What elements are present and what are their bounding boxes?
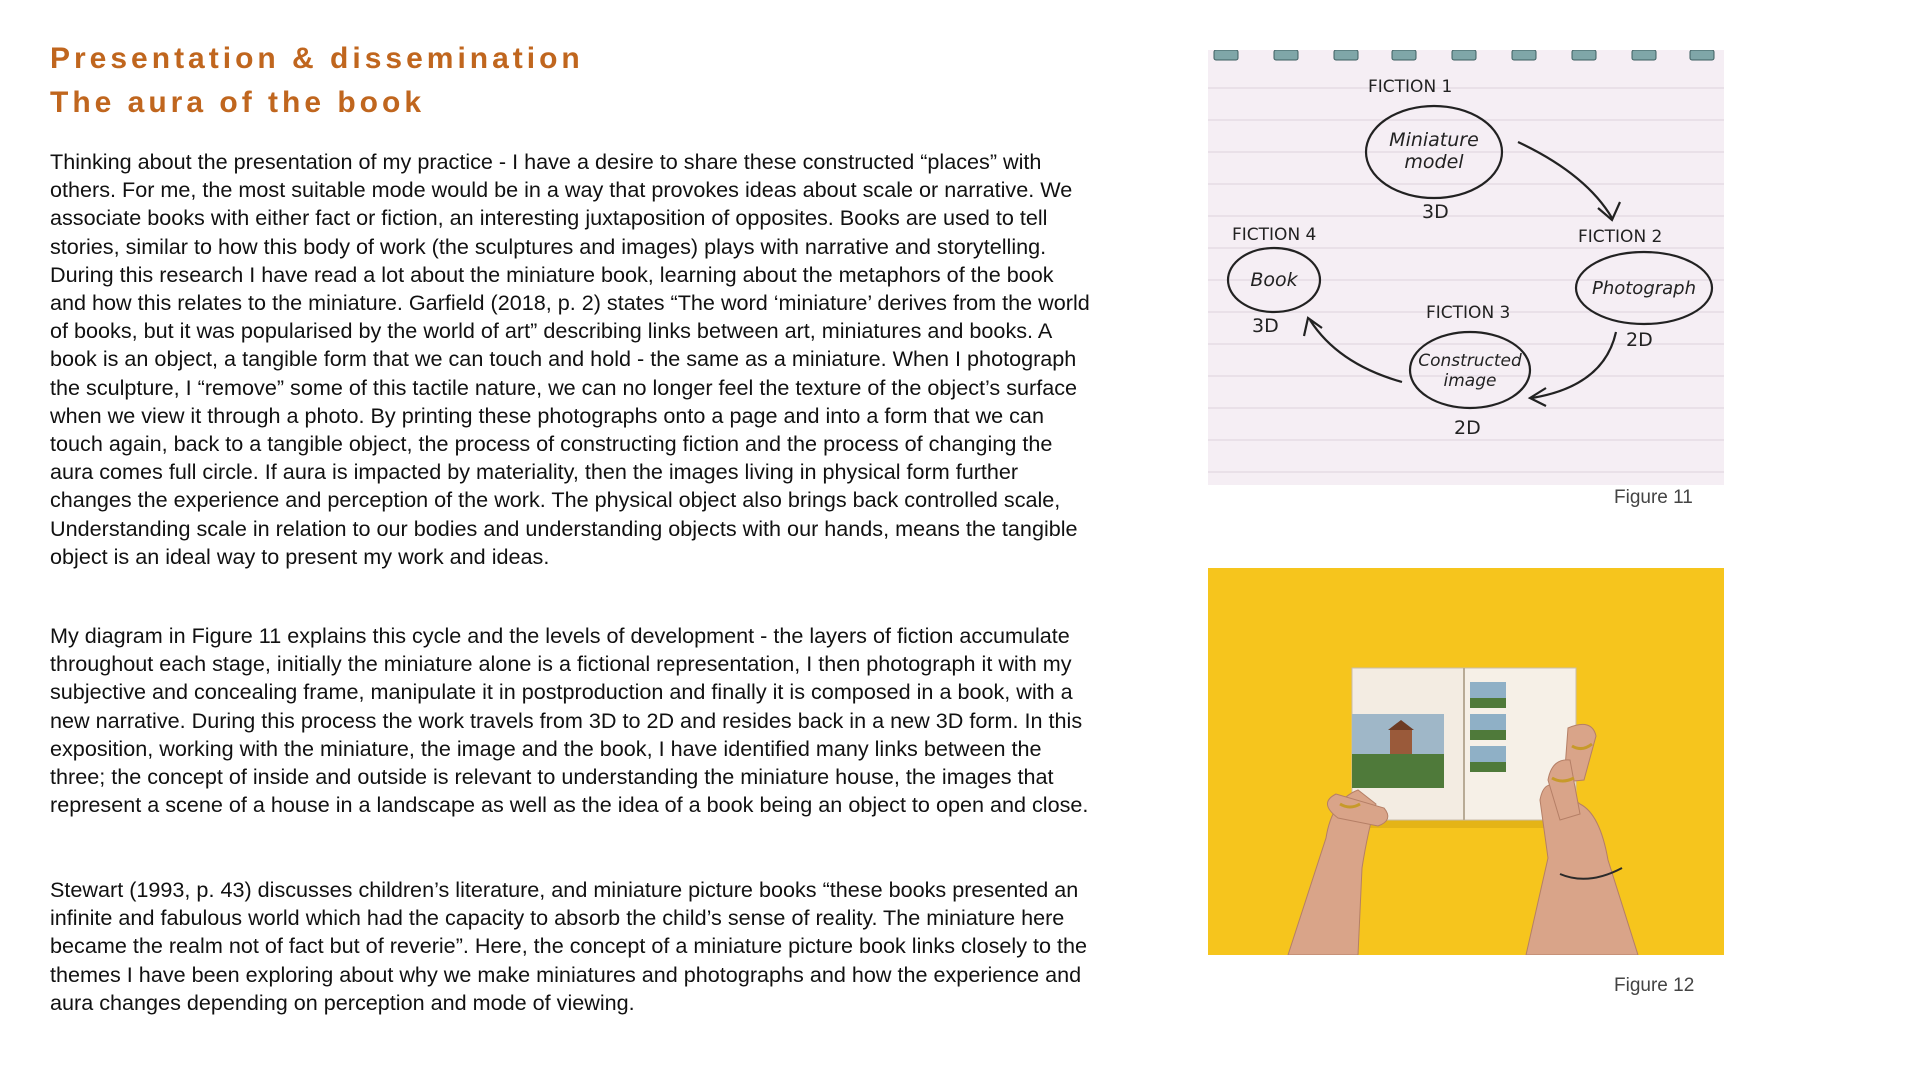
paragraph-3: Stewart (1993, p. 43) discusses children’s literature, and miniature picture books “these books presented an infinite and fabulous world which had the capacity to absorb the child’s sense of reality. The miniature here became the realm not of fact but of reverie”. Here, the concept of a miniature picture book links closely to the themes I have been exploring about why we make miniatures and photographs and how the experience and aura changes depending on perception and mode of viewing. [50, 877, 1088, 1015]
fiction-1-title: FICTION 1 [1368, 77, 1453, 97]
sketch-diagram [1208, 50, 1724, 485]
fiction-3-label-line1: Constructed [1418, 351, 1522, 371]
arrow-3-to-4 [1310, 320, 1402, 382]
fiction-4-title: FICTION 4 [1232, 225, 1317, 245]
fiction-2-label: Photograph [1591, 278, 1697, 299]
figure-11-caption: Figure 11 [1614, 487, 1693, 508]
arrow-1-to-2 [1518, 142, 1612, 218]
fiction-4-dimension: 3D [1252, 315, 1279, 337]
fiction-1-label-line1: Miniature [1389, 129, 1479, 151]
figure-12-book-photo [1208, 568, 1724, 955]
fiction-2-title: FICTION 2 [1578, 227, 1663, 247]
landscape-photo [1352, 714, 1444, 788]
paragraph-2: My diagram in Figure 11 explains this cycle and the levels of development - the layers of fiction accumulate throughout each stage, initially the miniature alone is a fictional representation, I then photograph it with my subjective and concealing frame, manipulate it in postproduction and finally it is composed in a book, with a new narrative. During this process the work travels from 3D to 2D and resides back in a new 3D form. In this exposition, working with the miniature, the image and the book, I have identified many links between the three; the concept of inside and outside is relevant to understanding the miniature house, the images that represent a scene of a house in a landscape as well as the idea of a book being an object to open and close. [50, 623, 1089, 818]
spiral-binding [1214, 50, 1714, 60]
fiction-1-label-line2: model [1404, 151, 1464, 173]
figure-11-diagram-photo [1208, 50, 1724, 485]
fiction-2-dimension: 2D [1626, 329, 1653, 351]
paragraph-1: Thinking about the presentation of my practice - I have a desire to share these constructed “places” with others. For me, the most suitable mode would be in a way that provokes ideas about scale or narrative. We associate books with either fact or fiction, an interesting juxtaposition of opposites. Books are used to tell stories, similar to how this body of work (the sculptures and images) plays with narrative and storytelling. During this research I have read a lot about the miniature book, learning about the metaphors of the book and how this relates to the miniature. Garfield (2018, p. 2) states “The word ‘miniature’ derives from the world of books, but it was popularised by the world of art” describing links between art, miniatures and books. A book is an object, a tangible form that we can touch and hold - the same as a miniature. When I photograph the sculpture, I “remove” some of this tactile nature, we can no longer feel the texture of the object’s surface when we view it through a photo. By printing these photographs onto a page and into a form that we can touch again, back to a tangible object, the process of constructing fiction and the process of changing the aura comes full circle. If aura is impacted by materiality, then the images living in physical form further changes the experience and perception of the work. The physical object also brings back controlled scale, Understanding scale in relation to our bodies and understanding objects with our hands, means the tangible object is an ideal way to present my work and ideas. [50, 149, 1090, 569]
thumbnail-photos [1470, 682, 1506, 772]
fiction-4-label: Book [1250, 269, 1298, 291]
fiction-3-dimension: 2D [1454, 417, 1481, 439]
heading-title: Presentation & dissemination [50, 42, 584, 75]
fiction-3-label-line2: image [1443, 371, 1497, 391]
book-photo-illustration [1208, 568, 1724, 955]
heading-subtitle: The aura of the book [50, 86, 426, 119]
figure-12-caption: Figure 12 [1614, 975, 1695, 996]
fiction-1-dimension: 3D [1422, 201, 1449, 223]
fiction-3-title: FICTION 3 [1426, 303, 1511, 323]
